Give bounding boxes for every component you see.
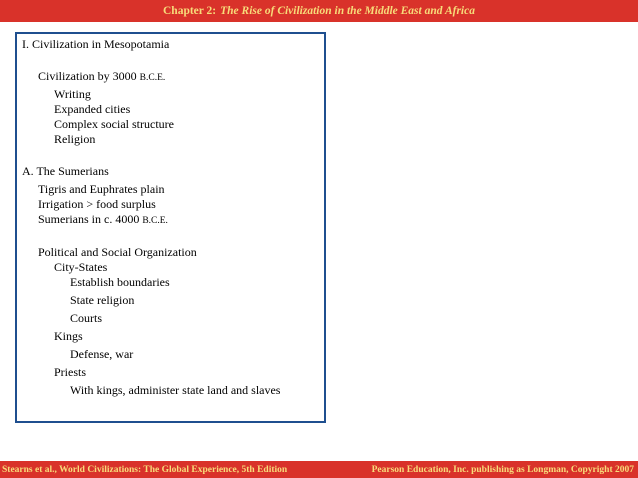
civ-by-3000-line	[38, 69, 165, 85]
sumerians-point-plain: Tigris and Euphrates plain	[38, 182, 165, 196]
city-states-point-religion: State religion	[70, 293, 135, 307]
header-banner	[0, 0, 638, 22]
political-heading: Political and Social Organization	[38, 245, 197, 259]
city-states-point-courts: Courts	[70, 311, 103, 325]
sumerians-date-line	[38, 212, 168, 228]
footer-copyright: Pearson Education, Inc. publishing as Longman, Copyright 2007	[371, 464, 634, 475]
chapter-title: The Rise of Civilization in the Middle East and Africa	[220, 5, 475, 17]
sumerians-date-era: B.C.E.	[142, 216, 168, 226]
section-heading: I. Civilization in Mesopotamia	[22, 37, 170, 51]
kings-heading: Kings	[54, 329, 83, 343]
city-states-point-boundaries: Establish boundaries	[70, 275, 170, 289]
priests-heading: Priests	[54, 365, 87, 379]
priests-point-administer: With kings, administer state land and slaves	[70, 383, 281, 397]
civ-feature-religion: Religion	[54, 132, 96, 146]
sumerians-point-irrigation: Irrigation > food surplus	[38, 197, 156, 211]
city-states-heading: City-States	[54, 260, 108, 274]
chapter-label: Chapter 2:	[163, 5, 217, 17]
sumerians-date-text: Sumerians in c. 4000	[38, 212, 140, 226]
sumerians-heading: A. The Sumerians	[22, 164, 109, 178]
civ-feature-cities: Expanded cities	[54, 102, 131, 116]
civ-feature-writing: Writing	[54, 87, 91, 101]
kings-point-defense: Defense, war	[70, 347, 134, 361]
footer-banner	[0, 461, 638, 478]
civ-feature-social: Complex social structure	[54, 117, 174, 131]
civ-by-3000-text: Civilization by 3000	[38, 69, 137, 83]
civ-by-3000-era: B.C.E.	[139, 73, 166, 83]
footer-citation: Stearns et al., World Civilizations: The Global Experience, 5th Edition	[2, 464, 288, 475]
